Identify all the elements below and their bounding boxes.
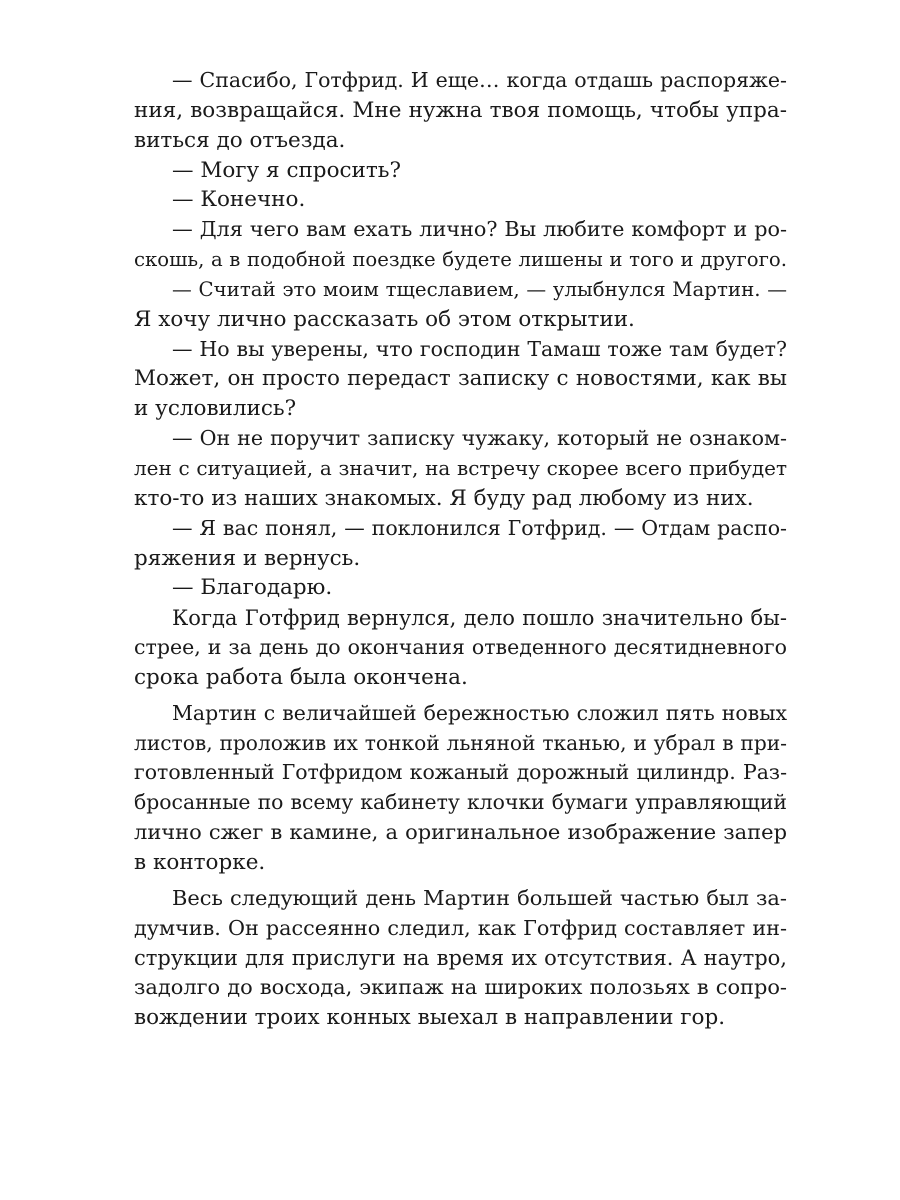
text-line: — Для чего вам ехать лично? Вы любите комфорт и ро- xyxy=(172,217,787,242)
text-line: бросанные по всему кабинету клочки бумаги управляющий xyxy=(134,790,787,815)
text-line: думчив. Он рассеянно следил, как Готфрид составляет ин- xyxy=(134,915,787,940)
text-line: скошь, а в подобной поездке будете лишены и того и другого. xyxy=(134,248,787,272)
paragraph-1 xyxy=(134,66,787,156)
paragraph-10 xyxy=(134,603,787,693)
text-line: — Но вы уверены, что господин Тамаш тоже там будет? xyxy=(172,336,787,361)
paragraph-4 xyxy=(134,215,787,275)
text-line: Может, он просто передаст записку с новостями, как вы xyxy=(134,366,787,392)
paragraph-2 xyxy=(134,156,787,186)
text-line: кто-то из наших знакомых. Я буду рад любому из них. xyxy=(134,485,754,511)
page-text xyxy=(134,66,787,1033)
text-line: виться до отъезда. xyxy=(134,127,346,153)
text-line: листов, проложив их тонкой льняной тканью, и убрал в при- xyxy=(134,730,787,755)
text-line: срока работа была окончена. xyxy=(134,664,468,690)
text-line: — Конечно. xyxy=(172,187,306,213)
text-line: и условились? xyxy=(134,396,297,422)
text-line: стрее, и за день до окончания отведенного десятидневного xyxy=(134,635,787,660)
text-line: — Благодарю. xyxy=(172,575,333,601)
text-line: вождении троих конных выехал в направлении гор. xyxy=(134,1005,726,1031)
paragraph-3 xyxy=(134,185,787,215)
text-line: — Спасибо, Готфрид. И еще… когда отдашь распоряже- xyxy=(172,68,787,92)
paragraph-11 xyxy=(134,699,787,878)
text-line: Когда Готфрид вернулся, дело пошло значительно бы- xyxy=(172,605,787,631)
text-line: лен с ситуацией, а значит, на встречу скорее всего прибудет xyxy=(134,455,787,480)
text-line: — Я вас понял, — поклонился Готфрид. — Отдам распо- xyxy=(172,515,787,540)
text-line: лично сжег в камине, а оригинальное изображение запер xyxy=(134,820,787,845)
paragraph-6 xyxy=(134,335,787,425)
paragraph-8 xyxy=(134,514,787,574)
paragraph-9 xyxy=(134,573,787,603)
text-line: струкции для прислуги на время их отсутствия. А наутро, xyxy=(134,945,787,971)
text-line: ния, возвращайся. Мне нужна твоя помощь, чтобы упра- xyxy=(134,97,787,123)
paragraph-7 xyxy=(134,424,787,514)
text-line: — Могу я спросить? xyxy=(172,157,402,183)
text-line: Весь следующий день Мартин большей частью был за- xyxy=(172,885,787,910)
text-line: в конторке. xyxy=(134,849,266,875)
paragraph-5 xyxy=(134,275,787,335)
text-line: — Считай это моим тщеславием, — улыбнулся Мартин. — xyxy=(172,277,787,301)
text-line: — Он не поручит записку чужаку, который не ознаком- xyxy=(172,426,787,451)
text-line: готовленный Готфридом кожаный дорожный цилиндр. Раз- xyxy=(134,760,787,785)
text-line: Я хочу лично рассказать об этом открытии. xyxy=(134,306,635,332)
paragraph-12 xyxy=(134,884,787,1033)
text-line: Мартин с величайшей бережностью сложил пять новых xyxy=(172,700,787,725)
text-line: задолго до восхода, экипаж на широких полозьях в сопро- xyxy=(134,975,787,1000)
text-line: ряжения и вернусь. xyxy=(134,545,361,571)
